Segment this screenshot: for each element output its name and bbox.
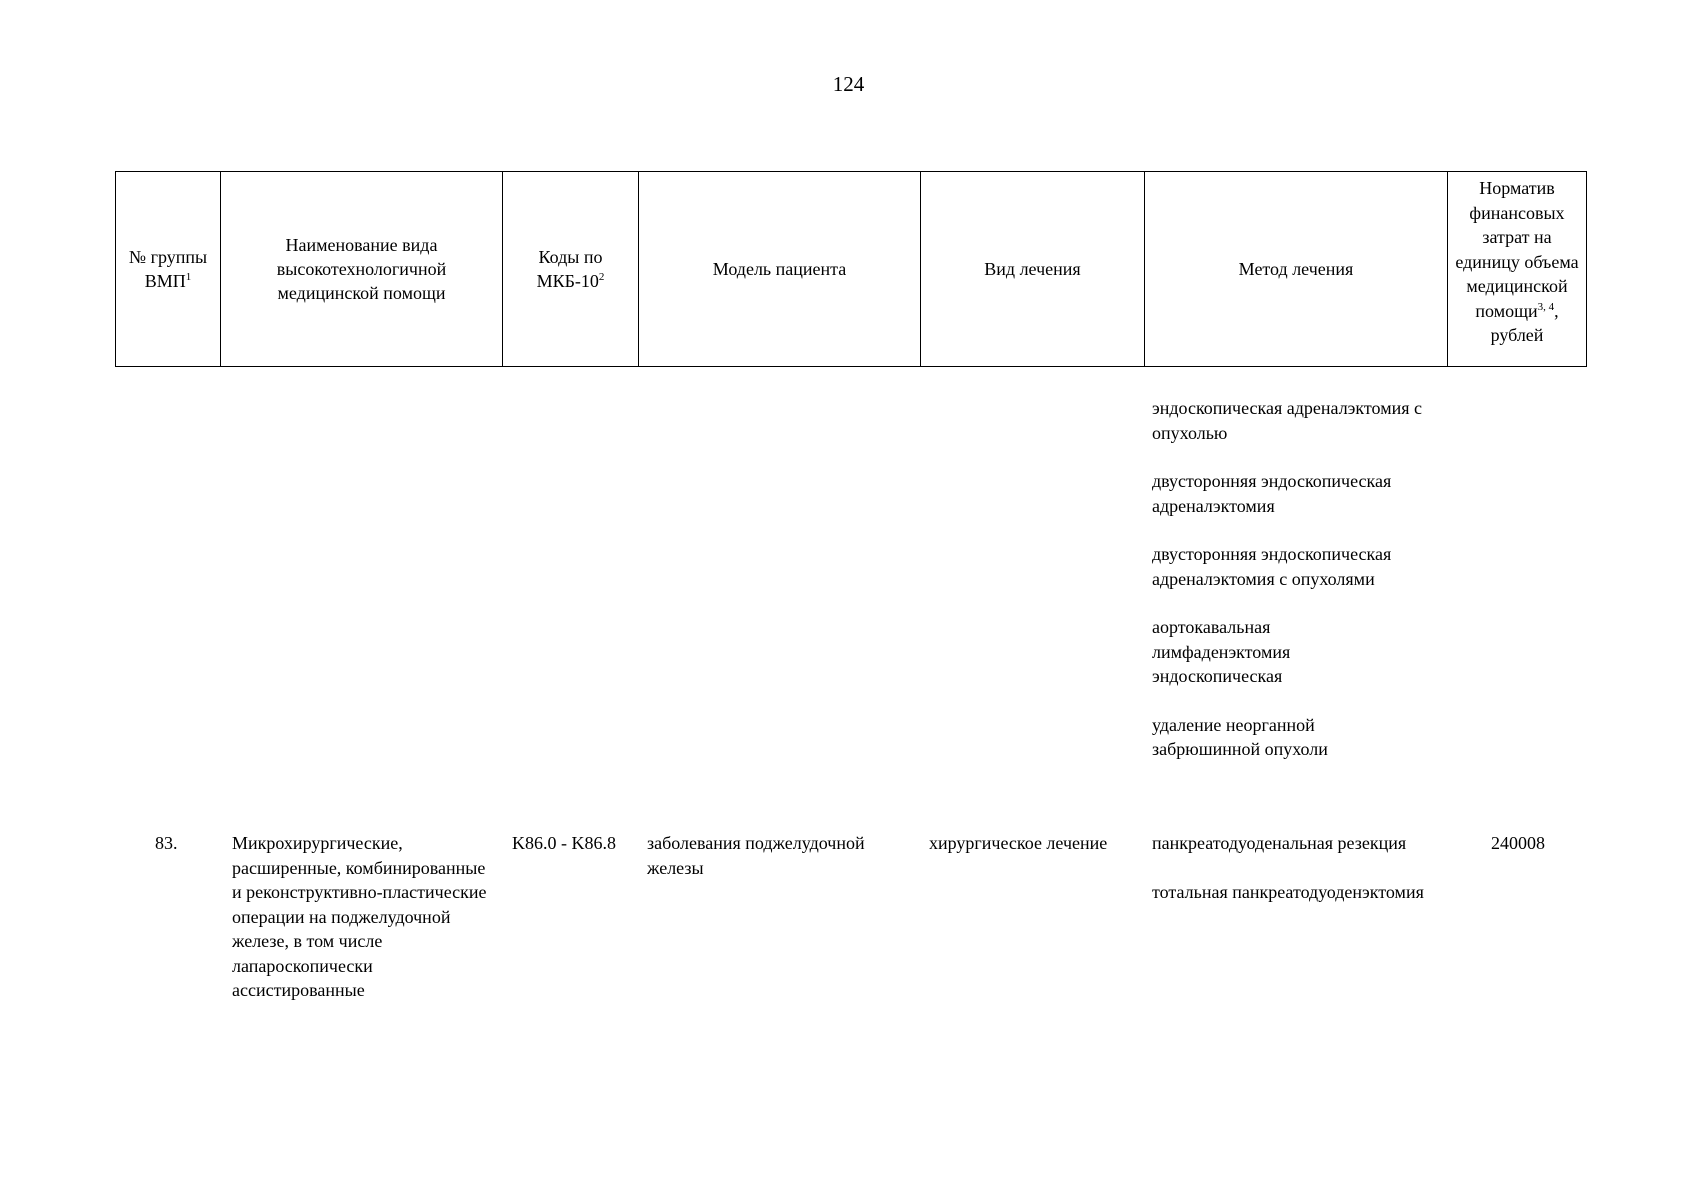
table-header	[115, 171, 1587, 367]
header-cost-norm: Норматив финансовых затрат на единицу объема медицинской помощи$^{3, 4}$, рублей	[1448, 172, 1587, 367]
row-method-list	[1152, 831, 1432, 928]
header-treatment-type: Вид лечения	[921, 172, 1145, 367]
method-item: панкреатодуоденальная резекция	[1152, 833, 1407, 853]
row-vmp-name: Микрохирургические, расширенные, комбинированные и реконструктивно-пластические операции на поджелудочной железе, в том числе лапароскопически ассистированные	[232, 833, 487, 1000]
header-treatment-method: Метод лечения	[1145, 172, 1448, 367]
method-item: аортокавальная лимфаденэктомия эндоскопическая	[1152, 617, 1291, 686]
method-item: двусторонняя эндоскопическая адреналэктомия	[1152, 471, 1392, 516]
row-patient-model: заболевания поджелудочной железы	[647, 833, 865, 878]
page-number: 124	[832, 72, 865, 96]
method-item: удаление неорганной забрюшинной опухоли	[1152, 714, 1328, 759]
method-item: двусторонняя эндоскопическая адреналэктомия с опухолями	[1152, 544, 1392, 589]
row-group-number: 83.	[155, 833, 178, 853]
header-patient-model: Модель пациента	[639, 172, 921, 367]
header-vmp-name: Наименование вида высокотехнологичной медицинской помощи	[221, 172, 503, 367]
row-treatment-type: хирургическое лечение	[929, 833, 1108, 853]
row-icd-codes: K86.0 - K86.8	[512, 833, 616, 853]
method-item: эндоскопическая адреналэктомия с опухолью	[1152, 398, 1422, 443]
continued-method-list	[1152, 396, 1452, 786]
method-item: тотальная панкреатодуоденэктомия	[1152, 881, 1424, 902]
header-group-number: № группы ВМП$^1$	[116, 172, 221, 367]
header-icd-codes: Коды по МКБ-$10^2$	[503, 172, 639, 367]
row-cost: 240008	[1491, 833, 1545, 853]
